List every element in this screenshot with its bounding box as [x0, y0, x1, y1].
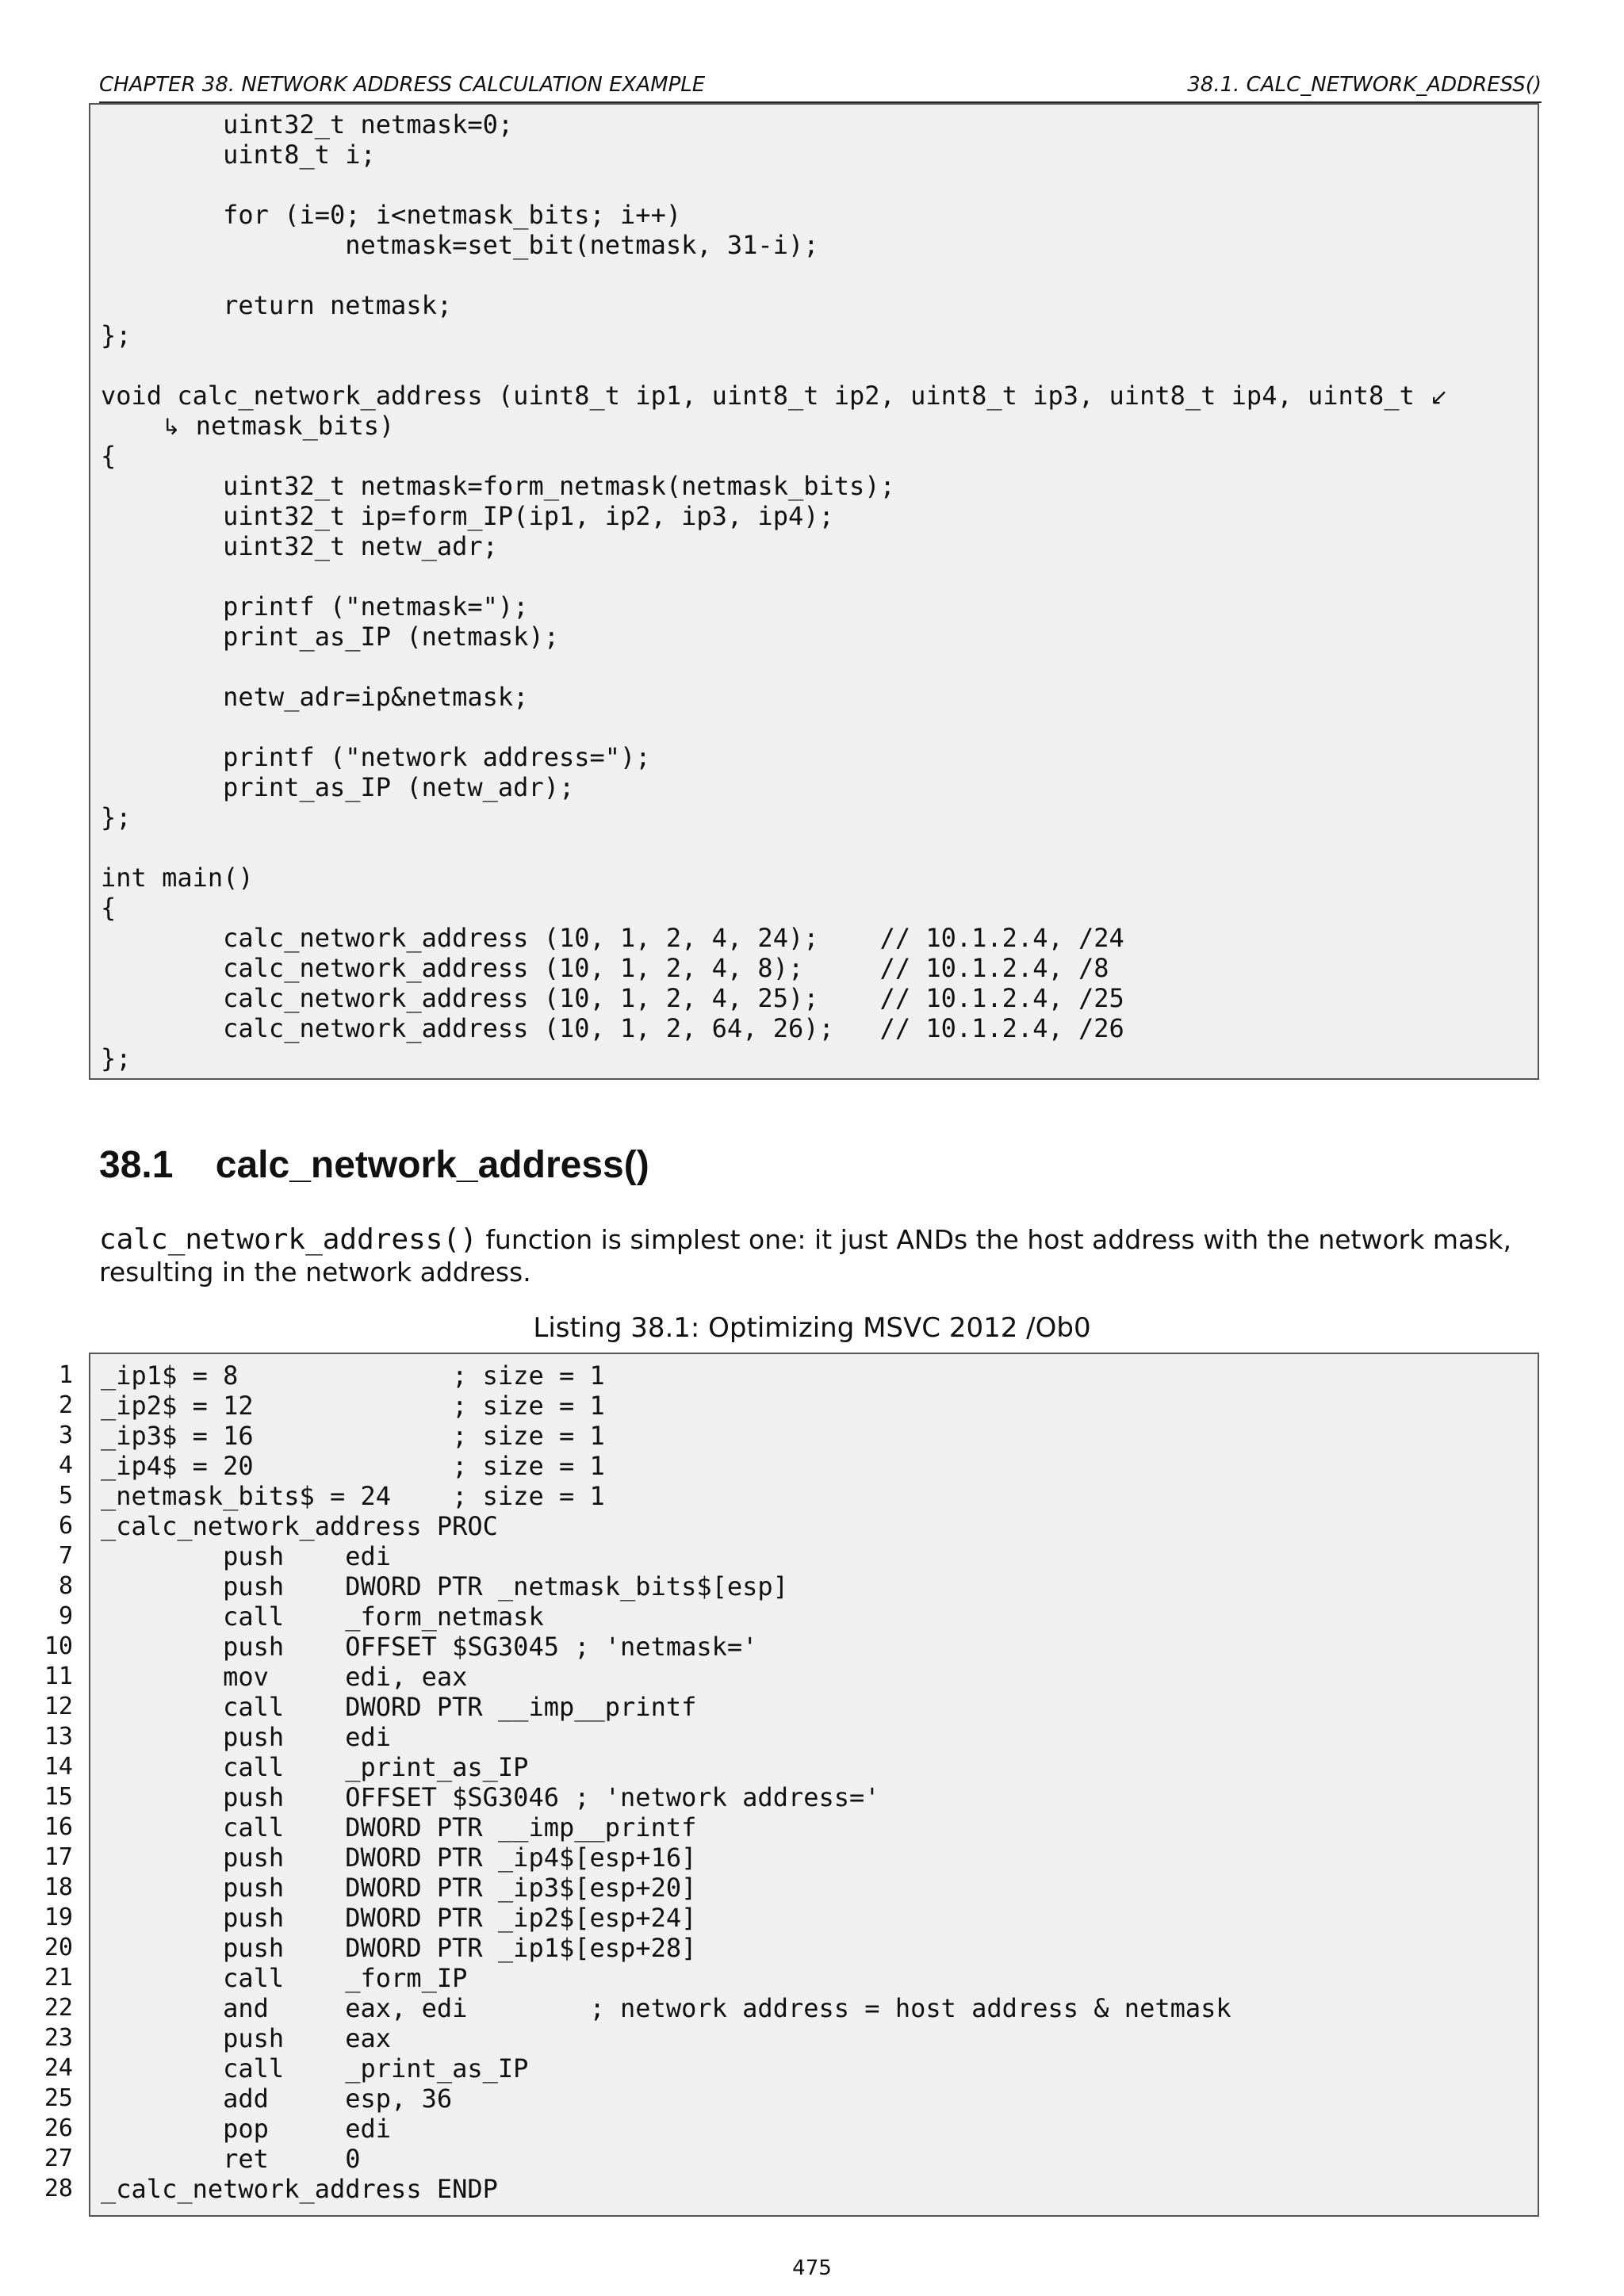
line-number: 3	[58, 1422, 73, 1449]
line-number: 2	[58, 1391, 73, 1419]
listing-line: push edi	[101, 1722, 392, 1752]
listing-line: push DWORD PTR _ip4$[esp+16]	[101, 1843, 697, 1873]
code-line: uint32_t netw_adr;	[101, 531, 498, 561]
code-line: uint32_t netmask=form_netmask(netmask_bits);	[101, 471, 895, 501]
line-number: 18	[44, 1873, 73, 1901]
code-line: netmask=set_bit(netmask, 31-i);	[101, 230, 819, 260]
listing-line: push OFFSET $SG3046 ; 'network address='	[101, 1782, 880, 1812]
code-line: calc_network_address (10, 1, 2, 64, 26); // 10.1.2.4, /26	[101, 1013, 1124, 1043]
code-line: };	[101, 1043, 132, 1073]
code-line: netw_adr=ip&netmask;	[101, 682, 529, 712]
code-line: };	[101, 802, 132, 832]
line-number: 1	[58, 1361, 73, 1389]
section-heading	[99, 1142, 649, 1189]
line-number: 24	[44, 2054, 73, 2082]
listing-line: call _print_as_IP	[101, 1752, 529, 1782]
code-line: int main()	[101, 863, 254, 893]
listing-line: call DWORD PTR __imp__printf	[101, 1692, 697, 1722]
listing-line: _netmask_bits$ = 24 ; size = 1	[101, 1481, 605, 1511]
listing-line: push DWORD PTR _netmask_bits$[esp]	[101, 1571, 788, 1601]
section-number: 38.1	[99, 1144, 174, 1186]
listing-line: _ip4$ = 20 ; size = 1	[101, 1451, 605, 1481]
paragraph-text: function is simplest one: it just ANDs the host address with the network mask, resulting in the network address.	[99, 1224, 1512, 1288]
code-line: };	[101, 320, 132, 350]
listing-line: _ip1$ = 8 ; size = 1	[101, 1360, 605, 1391]
line-number: 22	[44, 1994, 73, 2022]
listing-line: call _form_IP	[101, 1963, 468, 1993]
line-number: 25	[44, 2084, 73, 2112]
listing-line: push edi	[101, 1541, 392, 1571]
line-number: 19	[44, 1904, 73, 1931]
code-line: calc_network_address (10, 1, 2, 4, 25); // 10.1.2.4, /25	[101, 983, 1124, 1013]
listing-line: call DWORD PTR __imp__printf	[101, 1812, 697, 1843]
listing-line: and eax, edi ; network address = host address & netmask	[101, 1993, 1231, 2023]
body-paragraph	[99, 1223, 1542, 1288]
code-line: {	[101, 441, 117, 471]
listing-line: push OFFSET $SG3045 ; 'netmask='	[101, 1632, 758, 1662]
line-number: 28	[44, 2175, 73, 2202]
code-line: print_as_IP (netmask);	[101, 622, 559, 652]
line-number: 13	[44, 1723, 73, 1751]
listing-line: add esp, 36	[101, 2084, 453, 2114]
section-title-text: calc_network_address()	[215, 1144, 649, 1186]
line-number: 14	[44, 1753, 73, 1781]
code-line: printf ("network address=");	[101, 742, 651, 772]
line-wrap-resume-icon: ↳	[162, 414, 181, 440]
listing-line: push DWORD PTR _ip3$[esp+20]	[101, 1873, 697, 1903]
line-wrap-continue-icon: ↙	[1430, 384, 1449, 410]
line-number: 12	[44, 1693, 73, 1720]
listing-line: pop edi	[101, 2114, 392, 2144]
listing-line: call _print_as_IP	[101, 2053, 529, 2084]
code-line: calc_network_address (10, 1, 2, 4, 24); // 10.1.2.4, /24	[101, 923, 1124, 953]
page-header	[99, 70, 1542, 103]
code-block-c-source	[89, 103, 1539, 1080]
listing-line: _ip3$ = 16 ; size = 1	[101, 1421, 605, 1451]
line-number: 9	[58, 1602, 73, 1630]
listing-caption: Listing 38.1: Optimizing MSVC 2012 /Ob0	[533, 1312, 1091, 1344]
line-number: 15	[44, 1783, 73, 1811]
line-number: 7	[58, 1542, 73, 1570]
code-line: uint8_t i;	[101, 140, 376, 170]
listing-line: call _form_netmask	[101, 1601, 544, 1632]
line-number: 6	[58, 1512, 73, 1540]
listing-line: push DWORD PTR _ip2$[esp+24]	[101, 1903, 697, 1933]
line-number: 27	[44, 2145, 73, 2172]
code-block-assembly-listing	[89, 1353, 1539, 2217]
inline-code: calc_network_address()	[99, 1223, 477, 1256]
listing-line: _calc_network_address ENDP	[101, 2174, 498, 2204]
line-number: 17	[44, 1843, 73, 1871]
line-number: 23	[44, 2024, 73, 2052]
line-number: 4	[58, 1452, 73, 1479]
section-running-title: 38.1. CALC_NETWORK_ADDRESS()	[1187, 73, 1542, 97]
line-number: 20	[44, 1934, 73, 1961]
chapter-title: CHAPTER 38. NETWORK ADDRESS CALCULATION EXAMPLE	[99, 73, 706, 97]
listing-line: push DWORD PTR _ip1$[esp+28]	[101, 1933, 697, 1963]
code-line: uint32_t netmask=0;	[101, 109, 514, 140]
code-line: printf ("netmask=");	[101, 591, 529, 622]
page-number: 475	[792, 2256, 832, 2280]
code-line: print_as_IP (netw_adr);	[101, 772, 575, 802]
listing-line: _ip2$ = 12 ; size = 1	[101, 1391, 605, 1421]
code-line: void calc_network_address (uint8_t ip1, uint8_t ip2, uint8_t ip3, uint8_t ip4, uint8_t ↙	[101, 381, 1449, 411]
line-number: 8	[58, 1572, 73, 1600]
listing-line: _calc_network_address PROC	[101, 1511, 498, 1541]
code-line: {	[101, 893, 117, 923]
code-line: calc_network_address (10, 1, 2, 4, 8); // 10.1.2.4, /8	[101, 953, 1109, 983]
line-number: 5	[58, 1482, 73, 1510]
code-line: for (i=0; i<netmask_bits; i++)	[101, 200, 682, 230]
line-number: 16	[44, 1813, 73, 1841]
listing-line: push eax	[101, 2023, 392, 2053]
code-line: uint32_t ip=form_IP(ip1, ip2, ip3, ip4);	[101, 501, 834, 531]
line-number: 21	[44, 1964, 73, 1992]
listing-line: mov edi, eax	[101, 1662, 468, 1692]
line-number: 11	[44, 1663, 73, 1690]
listing-line: ret 0	[101, 2144, 361, 2174]
line-number: 10	[44, 1632, 73, 1660]
line-number: 26	[44, 2114, 73, 2142]
code-line: return netmask;	[101, 290, 453, 320]
code-line: ↳ netmask_bits)	[162, 411, 395, 441]
